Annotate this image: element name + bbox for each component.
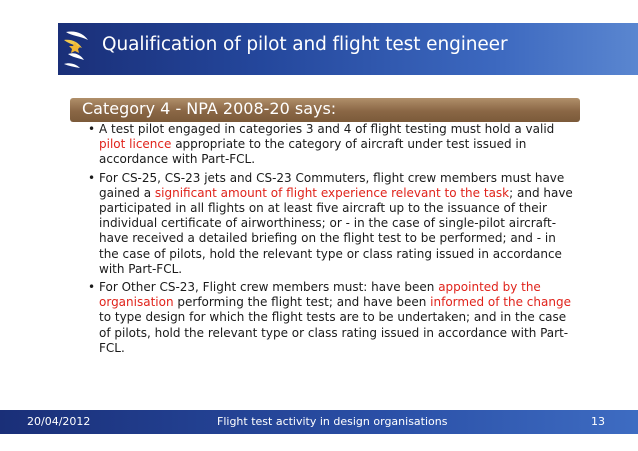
bullet-text [99,280,571,355]
bullet-marker: • [88,170,96,185]
bullet-text-segment: to type design for which the flight tests are to be undertaken; and in the case of pilots, hold the relevant type or class rating issued in accordance with Part-FCL. [99,310,569,355]
bullet-list [88,122,578,359]
bullet-marker: • [88,122,96,136]
bullet-text [99,122,554,166]
bullet-text-segment: A test pilot engaged in categories 3 and 4 of flight testing must hold a valid [99,122,555,136]
bullet-item [88,171,578,277]
bullet-text-segment: ; and have participated in all flights on at least five aircraft up to the issuance of their individual certificate of airworthiness; or - in the case of single-pilot aircraft- have received a detailed briefing on the flight test to be performed; and - in the case of pilots, hold the relevant type or class rating issued in accordance with Part-FCL. [99,185,573,276]
footer-date: 20/04/2012 [27,415,91,428]
bullet-item [88,122,578,168]
highlighted-text: informed of the change [430,295,571,310]
footer-title: Flight test activity in design organisations [217,415,448,428]
highlighted-text: appointed by the organisation [99,280,541,310]
bullet-text-segment: performing the flight test; and have been [173,295,431,310]
bullet-marker: • [88,280,96,295]
category-title: Category 4 - NPA 2008-20 says: [82,99,337,118]
page-number: 13 [591,415,605,428]
slide-title: Qualification of pilot and flight test engineer [102,34,508,55]
star-swirl-logo-icon [60,26,94,72]
bullet-text-segment: For CS-25, CS-23 jets and CS-23 Commuters, flight crew members must have gained a [99,170,565,200]
bullet-text-segment: appropriate to the category of aircraft under test issued in accordance with Part-FCL. [99,137,527,167]
bullet-item [88,280,578,356]
highlighted-text: significant amount of flight experience relevant to the task [154,185,510,200]
bullet-text-segment: For Other CS-23, Flight crew members must: have been [99,280,439,295]
highlighted-text: pilot licence [99,137,172,152]
bullet-text [99,171,573,276]
